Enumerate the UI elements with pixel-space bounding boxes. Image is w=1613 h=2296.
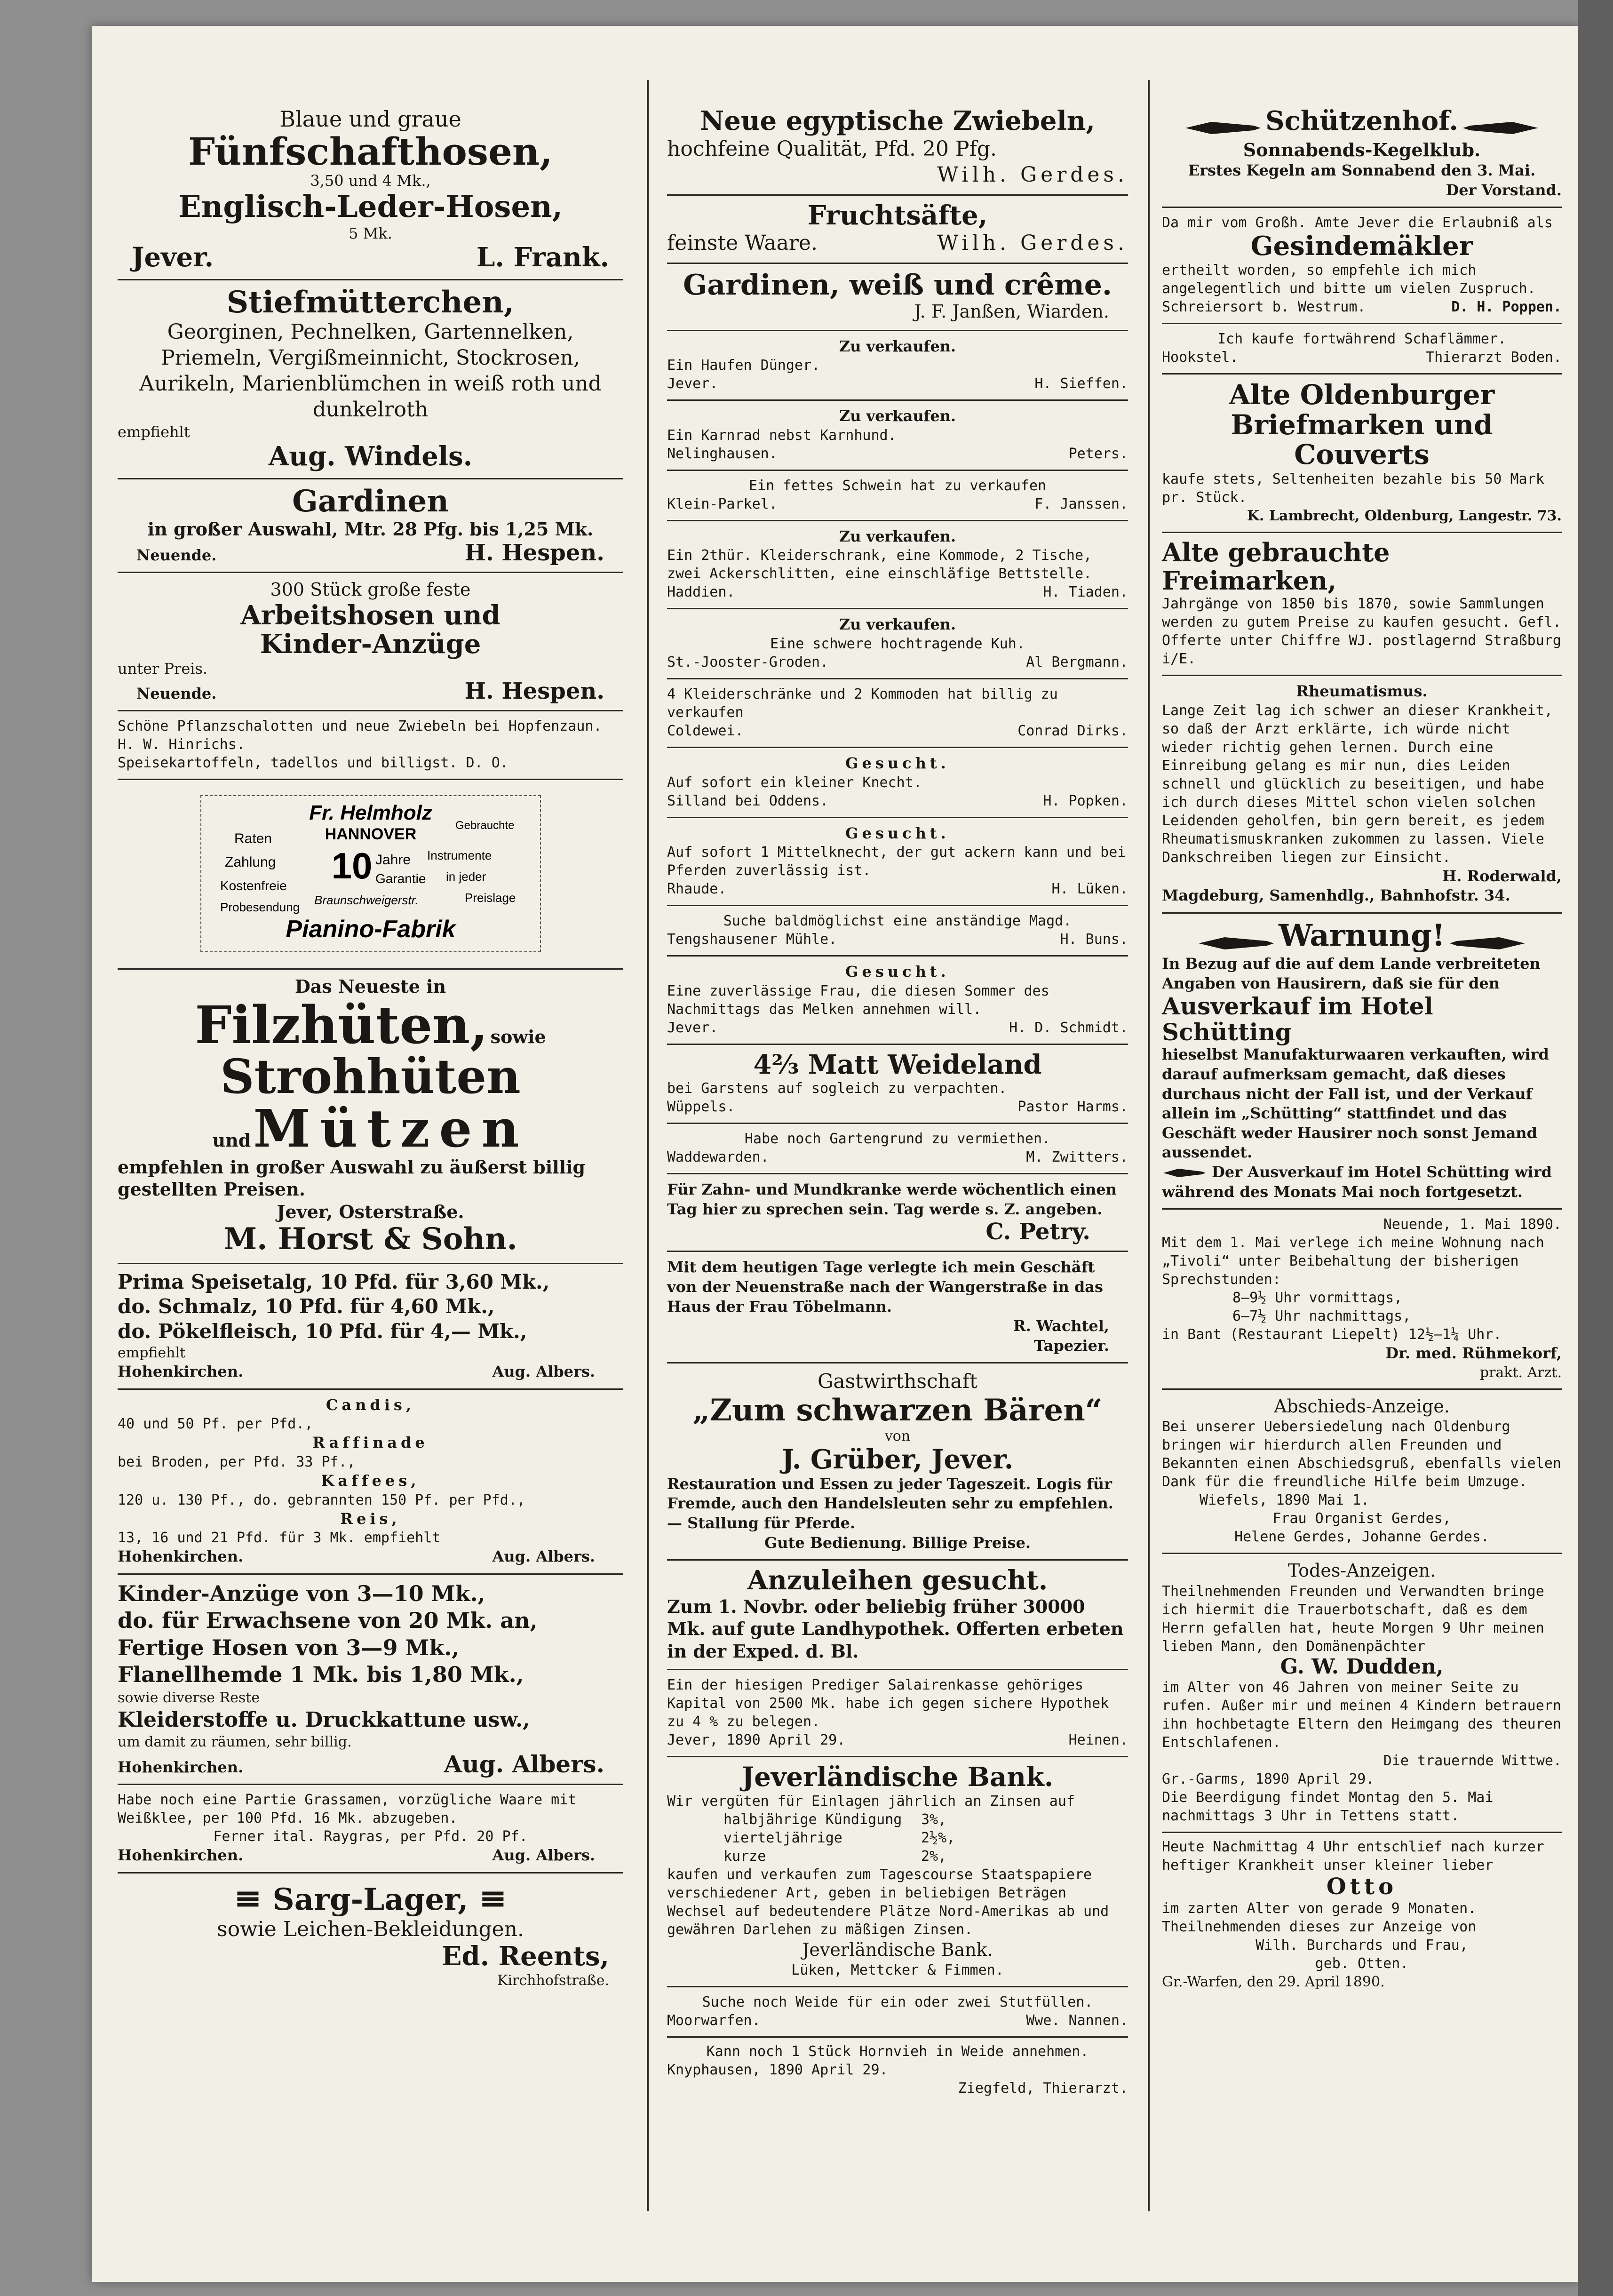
ad-body: ertheilt worden, so empfehle ich mich angelegentlich und bitte um vielen Zuspruch. [1162, 262, 1536, 297]
ad-body: kaufen und verkaufen zum Tagescourse Staatspapiere verschiedener Art, geben in beliebigen Beträgen Wechsel auf bedeutendere Plätze Nord-Amerikas ab und gewähren Darlehen zu mäßigen Zinsen. [667, 1866, 1109, 1938]
ad-body: Da mir vom Großh. Amte Jever die Erlaubniß als [1162, 215, 1553, 231]
ad-heinen [667, 1670, 1128, 1757]
ad-headline: Strohhüten [220, 1049, 521, 1105]
ad-body: kaufe stets, Seltenheiten bezahle bis 50 Mark pr. Stück. [1162, 471, 1544, 506]
ad-signature: Ziegfeld, Thierarzt. [958, 2080, 1128, 2097]
ad-body: hieselbst Manufakturwaaren verkauften, wird darauf aufmerksam gemacht, daß dieses durchaus nicht der Fall ist, und der Verkauf allein im „Schütting“ stattfindet und das Geschäft weder Hausirer noch sonst Jemand aussendet. [1162, 1045, 1549, 1162]
ad-small [667, 609, 1128, 679]
ad-line: feinste Waare. [667, 231, 818, 255]
ad-line: Flanellhemde 1 Mk. bis 1,80 Mk., [118, 1662, 524, 1688]
ad-headline: Kinder-Anzüge [260, 629, 481, 660]
ad-headline: Gesindemäkler [1250, 231, 1473, 262]
ad-reents [118, 1873, 623, 1990]
ad-signature: H. Popken. [1043, 792, 1128, 809]
ad-place: Neuende, 1. Mai 1890. [1383, 1216, 1562, 1233]
ad-headline: Englisch-Leder-Hosen, [178, 189, 563, 225]
ad-headline: Arbeitshosen und [240, 599, 501, 631]
ad-place: Hohenkirchen. [118, 1547, 244, 1566]
ad-poppen [1162, 208, 1562, 324]
ad-place: Jever. [667, 375, 718, 392]
ad-body: Ich kaufe fortwährend Schaflämmer. [1217, 330, 1507, 347]
ad-small [667, 471, 1128, 521]
ad-headline: Sarg-Lager, [272, 1882, 469, 1918]
ad-line: empfiehlt [118, 423, 190, 441]
ad-place: Jever, 1890 April 29. [667, 1732, 846, 1749]
ad-line: 13, 16 und 21 Pfd. für 3 Mk. empfiehlt [118, 1530, 441, 1547]
ad-body: Theilnehmenden Freunden und Verwandten bringe ich hiermit die Trauerbotschaft, daß es dem Herrn gefallen hat, heute Morgen 9 Uhr meinen lieben Mann, den Domänenpächter [1162, 1583, 1544, 1655]
ad-lambrecht [1162, 375, 1562, 533]
ad-signature: Jeverländische Bank. [802, 1939, 993, 1960]
ad-body: Ein der hiesigen Prediger Salairenkasse gehöriges Kapital von 2500 Mk. habe ich gegen sichere Hypothek zu 4 % zu belegen. [667, 1677, 1109, 1730]
ad-schuetzenhof [1162, 101, 1562, 208]
ad-place: Haddien. [667, 584, 735, 601]
ad-signature: Wilh. Burchards und Frau, [1255, 1937, 1468, 1953]
ad-body: Eine zuverlässige Frau, die diesen Sommer des Nachmittags das Melken annehmen will. [667, 982, 1049, 1018]
ad-body: in großer Auswahl, Mtr. 28 Pfg. bis 1,25 Mk. [147, 518, 594, 540]
ad-line: 300 Stück große feste [270, 579, 471, 600]
ad-hespen-gardinen [118, 479, 623, 574]
ad-line: um damit zu räumen, sehr billig. [118, 1733, 352, 1750]
logo-text: 10 [331, 845, 372, 887]
ad-place: Hohenkirchen. [118, 1758, 244, 1776]
ad-horst [118, 970, 623, 1264]
ad-signature: J. F. Janßen, Wiarden. [914, 301, 1109, 322]
ad-signature: F. Janssen. [1034, 495, 1128, 512]
ad-headline: 4⅔ Matt Weideland [753, 1049, 1042, 1080]
ad-line: Ferner ital. Raygras, per Pfd. 20 Pf. [213, 1828, 528, 1845]
ad-body: Mit dem 1. Mai verlege ich meine Wohnung nach „Tivoli“ unter Beibehaltung der bisherigen Sprechstunden: [1162, 1235, 1544, 1288]
ad-heading: Todes-Anzeigen. [1287, 1560, 1436, 1581]
ad-line: von [884, 1428, 911, 1445]
logo-text: Garantie [375, 871, 426, 886]
ad-signature: H. Hespen. [464, 678, 604, 704]
ad-line: Reis, [340, 1509, 401, 1528]
ad-body: Kann noch 1 Stück Hornvieh in Weide annehmen. [706, 2043, 1089, 2060]
ad-small [667, 906, 1128, 957]
logo-text: Jahre [375, 852, 411, 868]
ad-heading: Abschieds-Anzeige. [1274, 1395, 1450, 1417]
ad-signature: Aug. Albers. [492, 1547, 595, 1566]
ad-signature: H. Buns. [1060, 931, 1128, 948]
pointing-hand-icon [1196, 933, 1276, 954]
ad-abschied [1162, 1390, 1562, 1555]
ad-albers-talg [118, 1264, 623, 1390]
ad-body: Auf sofort 1 Mittelknecht, der gut ackern kann und bei Pferden zuverlässig ist. [667, 844, 1126, 879]
ad-place: Knyphausen, 1890 April 29. [667, 2062, 888, 2079]
ad-place: Neuende. [136, 546, 217, 564]
logo-text: in jeder [445, 869, 486, 884]
ad-small [667, 679, 1128, 748]
ad-body: Der Ausverkauf im Hotel Schütting wird während des Monats Mai noch fortgesetzt. [1162, 1163, 1552, 1201]
ad-signature: geb. Otten. [1315, 1955, 1409, 1972]
ad-albers-kleidung [118, 1575, 623, 1786]
ad-body: Schöne Pflanzschalotten und neue Zwiebeln bei Hopfenzaun. H. W. Hinrichs. [118, 718, 602, 753]
ad-place: Coldewei. [667, 723, 744, 740]
ad-line: do. Schmalz, 10 Pfd. für 4,60 Mk., [118, 1295, 495, 1318]
ad-headline: Ausverkauf im Hotel Schütting [1162, 992, 1433, 1046]
pianino-fabrik-logo [200, 795, 541, 952]
ad-place: Waddewarden. [667, 1149, 769, 1166]
ad-place: Gr.-Warfen, den 29. April 1890. [1162, 1973, 1385, 1990]
ad-signature: Der Vorstand. [1446, 181, 1562, 199]
pointing-hand-icon [1162, 1166, 1207, 1180]
ad-heading: Zu verkaufen. [839, 615, 956, 634]
ad-ziegfeld [667, 2038, 1128, 2097]
ad-line: Prima Speisetalg, 10 Pfd. für 3,60 Mk., [118, 1270, 550, 1293]
column-middle [667, 101, 1128, 2218]
ad-place: Hohenkirchen. [118, 1846, 244, 1865]
ad-place: Rhaude. [667, 881, 727, 898]
ad-line: Tapezier. [1034, 1336, 1109, 1355]
ad-roderwald [1162, 676, 1562, 914]
rate-label: kurze [723, 1848, 766, 1865]
ad-signature: Peters. [1068, 445, 1128, 462]
ad-wachtel [667, 1252, 1128, 1363]
ad-signature: Aug. Albers. [492, 1846, 595, 1865]
ad-heading: Zu verkaufen. [839, 527, 956, 545]
ad-line: Die trauernde Wittwe. [1383, 1753, 1562, 1770]
ad-line: 3,50 und 4 Mk., [310, 171, 431, 190]
ad-headline: Alte Oldenburger Briefmarken und Couverts [1229, 378, 1495, 471]
logo-text: Preislage [464, 891, 516, 905]
ad-signature: G. W. Dudden, [1280, 1654, 1444, 1679]
logo-text: HANNOVER [325, 825, 416, 844]
ad-line: Candis, [326, 1395, 415, 1414]
ad-signature: Helene Gerdes, Johanne Gerdes. [1234, 1529, 1489, 1546]
ad-line: und [212, 1130, 251, 1151]
ad-windels [118, 280, 623, 479]
rate-label: vierteljährige [723, 1829, 842, 1846]
ad-body: Restauration und Essen zu jeder Tageszeit. Logis für Fremde, auch den Handelsleuten sehr zu empfehlen. — Stallung für Pferde. [667, 1475, 1113, 1532]
ad-body: Suche baldmöglichst eine anständige Magd. [723, 913, 1072, 930]
ad-boden [1162, 324, 1562, 375]
ad-headline: Neue egyptische Zwiebeln, [700, 105, 1095, 136]
ad-place: Nelinghausen. [667, 445, 778, 462]
ad-body: Habe noch Gartengrund zu vermiethen. [744, 1131, 1051, 1148]
ad-small [667, 957, 1128, 1045]
ad-zwitters [667, 1124, 1128, 1174]
ad-frank [118, 101, 623, 280]
ad-line: 8—9½ Uhr vormittags, [1232, 1290, 1403, 1307]
ad-heading: Gesucht. [845, 754, 950, 773]
ad-headline: Fünfschafthosen, [188, 129, 553, 174]
ad-line: unter Preis. [118, 660, 208, 678]
ad-line: do. Pökelfleisch, 10 Pfd. für 4,— Mk., [118, 1319, 527, 1343]
ad-line: 120 u. 130 Pf., do. gebrannten 150 Pf. per Pfd., [118, 1491, 525, 1508]
ad-todesanzeigen [1162, 1554, 1562, 1833]
logo-text: Fr. Helmholz [309, 801, 432, 825]
ad-harms [667, 1045, 1128, 1124]
pointing-hand-icon [1183, 117, 1263, 139]
ad-gerdes-fruchtsaefte [667, 196, 1128, 264]
ad-line: Lüken, Mettcker & Fimmen. [791, 1962, 1004, 1979]
ad-jeverlaendische-bank [667, 1757, 1128, 1987]
ad-line: Sonnabends-Kegelklub. [1243, 139, 1481, 160]
ad-helmholz [118, 780, 623, 970]
logo-text: Pianino-Fabrik [285, 916, 456, 943]
ad-signature: Otto [1326, 1873, 1398, 1900]
ad-body: empfehlen in großer Auswahl zu äußerst billig gestellten Preisen. [118, 1156, 586, 1200]
ad-heading: Rheumatismus. [1296, 682, 1428, 700]
ad-line: 5 Mk. [349, 224, 392, 242]
ad-line: 6—7½ Uhr nachmittags, [1232, 1308, 1411, 1325]
ad-body: im zarten Alter von gerade 9 Monaten. Theilnehmenden dieses zur Anzeige von [1162, 1900, 1477, 1935]
ad-small [667, 521, 1128, 610]
ad-place: Silland bei Oddens. [667, 792, 829, 809]
ad-line: Gute Bedienung. Billige Preise. [764, 1533, 1031, 1552]
ornament-bar: ≡ [478, 1878, 508, 1918]
ad-headline: Alte gebrauchte Freimarken, [1162, 537, 1390, 596]
column-rule [647, 80, 649, 2211]
ad-line: Kaffees, [321, 1472, 420, 1490]
ad-albers-candis [118, 1390, 623, 1575]
ad-albers-grassamen [118, 1785, 623, 1873]
ad-place: Hookstel. [1162, 349, 1239, 366]
ad-body: Ein Haufen Dünger. [667, 357, 820, 374]
ornament-bar: ≡ [233, 1878, 262, 1918]
ad-line: Jever, Osterstraße. [277, 1201, 464, 1222]
rate-label: halbjährige Kündigung [723, 1811, 902, 1828]
ad-otto [1162, 1833, 1562, 1991]
rate-value: 2%, [921, 1848, 947, 1865]
ad-signature: R. Wachtel, [1013, 1317, 1109, 1335]
ad-body: Für Zahn- und Mundkranke werde wöchentlich einen Tag hier zu sprechen sein. Tag werde s. Z. angeben. [667, 1180, 1117, 1219]
ad-signature: Aug. Albers. [444, 1750, 604, 1778]
ad-body: Georginen, Pechnelken, Gartennelken, Priemeln, Vergißmeinnicht, Stockrosen, Aurikeln, Marienblümchen in weiß roth und dunkelroth [139, 320, 602, 422]
ad-line: bei Broden, per Pfd. 33 Pf., [118, 1454, 356, 1471]
ad-warnung [1162, 914, 1562, 1210]
ad-place: Moorwarfen. [667, 2012, 761, 2029]
ad-headline: Mützen [253, 1098, 529, 1159]
ad-place: Tengshausener Mühle. [667, 931, 837, 948]
ad-signature: Dr. med. Rühmekorf, [1385, 1344, 1562, 1363]
ad-signature: H. Tiaden. [1043, 584, 1128, 601]
ad-line: empfiehlt [118, 1345, 186, 1362]
ad-small [667, 401, 1128, 471]
logo-text: Gebrauchte [455, 819, 514, 832]
ad-line: in Bant (Restaurant Liepelt) 12½—1¼ Uhr. [1162, 1326, 1502, 1343]
ad-line: prakt. Arzt. [1479, 1364, 1562, 1381]
ad-signature: Pastor Harms. [1017, 1099, 1128, 1116]
ad-small [667, 818, 1128, 907]
ad-body: Heute Nachmittag 4 Uhr entschlief nach kurzer heftiger Krankheit unser kleiner lieber [1162, 1839, 1544, 1874]
ad-signature: L. Frank. [477, 242, 609, 273]
ad-signature: Conrad Dirks. [1017, 723, 1128, 740]
ad-line: Kinder-Anzüge von 3—10 Mk., [118, 1580, 485, 1606]
scan-edge [1578, 0, 1613, 2296]
ad-place: Hohenkirchen. [118, 1363, 244, 1381]
ad-line: 40 und 50 Pf. per Pfd., [118, 1416, 313, 1433]
ad-headline: Gardinen [292, 483, 449, 519]
logo-text: Zahlung [224, 854, 276, 870]
ad-place: Schreiersort b. Westrum. [1162, 298, 1366, 315]
ad-headline: Warnung! [1279, 917, 1445, 953]
ad-ruehmekorf [1162, 1210, 1562, 1390]
ad-place: Jever. [132, 242, 214, 273]
ad-nannen [667, 1987, 1128, 2038]
ad-headline: Anzuleihen gesucht. [747, 1565, 1048, 1596]
ad-anzuleihen [667, 1561, 1128, 1670]
ad-place: Klein-Parkel. [667, 495, 778, 512]
ad-signature: M. Zwitters. [1026, 1149, 1128, 1166]
ad-heading: Gesucht. [845, 824, 950, 842]
ad-headline: „Zum schwarzen Bären“ [692, 1392, 1103, 1428]
ad-freimarken [1162, 533, 1562, 676]
rate-value: 3%, [921, 1811, 947, 1828]
ad-body: Ein Karnrad nebst Karnhund. [667, 427, 897, 444]
ad-place: Wüppels. [667, 1099, 735, 1116]
column-rule [1148, 80, 1150, 2211]
ad-body: Suche noch Weide für ein oder zwei Stutfüllen. [702, 1994, 1093, 2011]
logo-text: Probesendung [220, 900, 300, 915]
ad-body: bei Garstens auf sogleich zu verpachten. [667, 1080, 1007, 1097]
ad-headline: Schützenhof. [1265, 105, 1458, 136]
ad-grueber [667, 1363, 1128, 1561]
ad-heading: Zu verkaufen. [839, 337, 956, 355]
ad-place: St.-Jooster-Groden. [667, 654, 829, 671]
column-right [1162, 101, 1562, 2218]
ad-line: Magdeburg, Samenhdlg., Bahnhofstr. 34. [1162, 886, 1510, 905]
ad-line: Erstes Kegeln am Sonnabend den 3. Mai. [1188, 161, 1536, 179]
ad-body: Die Beerdigung findet Montag den 5. Mai nachmittags 3 Uhr in Tettens statt. [1162, 1789, 1494, 1825]
logo-text: Braunschweigerstr. [314, 893, 419, 908]
ad-line: Fertige Hosen von 3—9 Mk., [118, 1634, 460, 1660]
ad-signature: J. Grüber, Jever. [781, 1444, 1014, 1475]
ad-signature: Aug. Albers. [492, 1363, 595, 1381]
ad-signature: M. Horst & Sohn. [223, 1221, 517, 1257]
ad-signature: D. H. Poppen. [1451, 298, 1562, 315]
ad-hinrichs [118, 711, 623, 780]
ad-line: Gastwirthschaft [818, 1370, 977, 1393]
ad-body: Wir vergüten für Einlagen jährlich an Zinsen auf [667, 1793, 1075, 1810]
ad-body: Lange Zeit lag ich schwer an dieser Krankheit, so daß der Arzt erklärte, ich würde nicht wieder richtig gehen lernen. Durch eine Einreibung gelang es mir nun, dies Leiden schnell und glücklich zu beseitigen, und habe ich durch dieses Mittel schon vielen solchen Leidenden geholfen, bin gern bereit, es jedem Rheumatismuskranken zukommen zu lassen. Viele Dankschreiben liegen zur Einsicht. [1162, 702, 1553, 866]
ad-place: Neuende. [136, 684, 217, 702]
ad-janssen-gardinen [667, 264, 1128, 331]
ad-line: Raffinade [312, 1434, 429, 1452]
pointing-hand-icon [1461, 117, 1541, 139]
ad-signature: Aug. Windels. [268, 441, 473, 472]
ad-headline: Stiefmütterchen, [226, 285, 515, 320]
ad-line: hochfeine Qualität, Pfd. 20 Pfg. [667, 136, 997, 161]
ad-body: Ein fettes Schwein hat zu verkaufen [748, 477, 1047, 494]
ad-body: Auf sofort ein kleiner Knecht. [667, 774, 922, 791]
ad-line: Blaue und graue [279, 106, 461, 132]
rate-value: 2½%, [921, 1829, 955, 1846]
ad-place: Wiefels, 1890 Mai 1. [1200, 1492, 1370, 1509]
logo-text: Instrumente [427, 848, 492, 863]
ad-signature: C. Petry. [985, 1218, 1090, 1245]
ad-line: sowie [490, 1026, 546, 1047]
ad-signature: Wilh. Gerdes. [937, 231, 1128, 255]
ad-place: Gr.-Garms, 1890 April 29. [1162, 1771, 1375, 1788]
ad-body: 4 Kleiderschränke und 2 Kommoden hat billig zu verkaufen [667, 686, 1058, 721]
ad-signature: H. Roderwald, [1442, 867, 1562, 885]
ad-headline: Gardinen, weiß und crême. [683, 269, 1112, 302]
ad-signature: Wilh. Gerdes. [937, 162, 1128, 187]
ad-heading: Gesucht. [845, 963, 950, 981]
ad-signature: H. D. Schmidt. [1009, 1019, 1128, 1036]
ad-small [667, 331, 1128, 401]
ad-signature: H. Sieffen. [1034, 375, 1128, 392]
ad-signature: H. Lüken. [1051, 881, 1128, 898]
ad-body: Bei unserer Uebersiedelung nach Oldenburg bringen wir hierdurch allen Freunden und Bekannten einen Abschiedsgruß, ebenfalls vielen Dank für die freundliche Hilfe beim Umzuge. [1162, 1419, 1561, 1491]
ad-body: Habe noch eine Partie Grassamen, vorzügliche Waare mit Weißklee, per 100 Pfd. 16 Mk. abzugeben. [118, 1792, 577, 1827]
ad-line: sowie Leichen-Bekleidungen. [217, 1917, 524, 1942]
ad-body: im Alter von 46 Jahren von meiner Seite zu rufen. Außer mir und meinen 4 Kindern betrauern ihn hochbetagte Eltern den Heimgang des theuren Entschlafenen. [1162, 1679, 1561, 1751]
ad-signature: Al Bergmann. [1026, 654, 1128, 671]
column-left [118, 101, 623, 2218]
ad-signature: Thierarzt Boden. [1426, 349, 1562, 366]
ad-signature: Wwe. Nannen. [1026, 2012, 1128, 2029]
ad-hespen-hosen [118, 573, 623, 711]
ad-body: Ein 2thür. Kleiderschrank, eine Kommode, 2 Tische, zwei Ackerschlitten, eine einschläfige Bettstelle. [667, 547, 1092, 582]
ad-body: Zum 1. Novbr. oder beliebig früher 30000 Mk. auf gute Landhypothek. Offerten erbeten in der Exped. d. Bl. [667, 1595, 1124, 1662]
ad-signature: H. Hespen. [464, 539, 604, 566]
pointing-hand-icon [1447, 933, 1527, 954]
ad-line: do. für Erwachsene von 20 Mk. an, [118, 1608, 538, 1634]
ad-small [667, 748, 1128, 818]
ad-body: Speisekartoffeln, tadellos und billigst. D. O. [118, 755, 509, 772]
ad-headline: Filzhüten, [195, 994, 488, 1055]
ad-body: Mit dem heutigen Tage verlegte ich mein Geschäft von der Neuenstraße nach der Wangerstraße in das Haus der Frau Töbelmann. [667, 1258, 1104, 1315]
logo-text: Raten [234, 831, 272, 847]
ad-body: Jahrgänge von 1850 bis 1870, sowie Sammlungen werden zu gutem Preise zu kaufen gesucht. Gefl. Offerte unter Chiffre WJ. postlagernd Straßburg i/E. [1162, 595, 1561, 667]
ad-headline: Jeverländische Bank. [741, 1762, 1054, 1793]
logo-text: Kostenfreie [220, 878, 287, 893]
ad-headline: Fruchtsäfte, [807, 199, 988, 231]
ad-line: Das Neueste in [294, 976, 446, 997]
ad-body: In Bezug auf die auf dem Lande verbreiteten Angaben von Hausirern, daß sie für den [1162, 955, 1541, 992]
ad-heading: Zu verkaufen. [839, 407, 956, 425]
ad-petry [667, 1174, 1128, 1252]
ad-line: sowie diverse Reste [118, 1689, 260, 1706]
ad-place: Jever. [667, 1019, 718, 1036]
ad-signature: Frau Organist Gerdes, [1272, 1510, 1451, 1527]
ad-body: Eine schwere hochtragende Kuh. [770, 636, 1025, 653]
ad-line: Kirchhofstraße. [497, 1972, 609, 1989]
ad-signature: Heinen. [1068, 1732, 1128, 1749]
ad-gerdes-zwiebeln [667, 101, 1128, 196]
ad-headline-wrap [118, 1879, 623, 1916]
ad-line: Kleiderstoffe u. Druckkattune usw., [118, 1707, 530, 1732]
ad-signature: K. Lambrecht, Oldenburg, Langestr. 73. [1247, 508, 1562, 525]
ad-signature: Ed. Reents, [441, 1941, 609, 1972]
